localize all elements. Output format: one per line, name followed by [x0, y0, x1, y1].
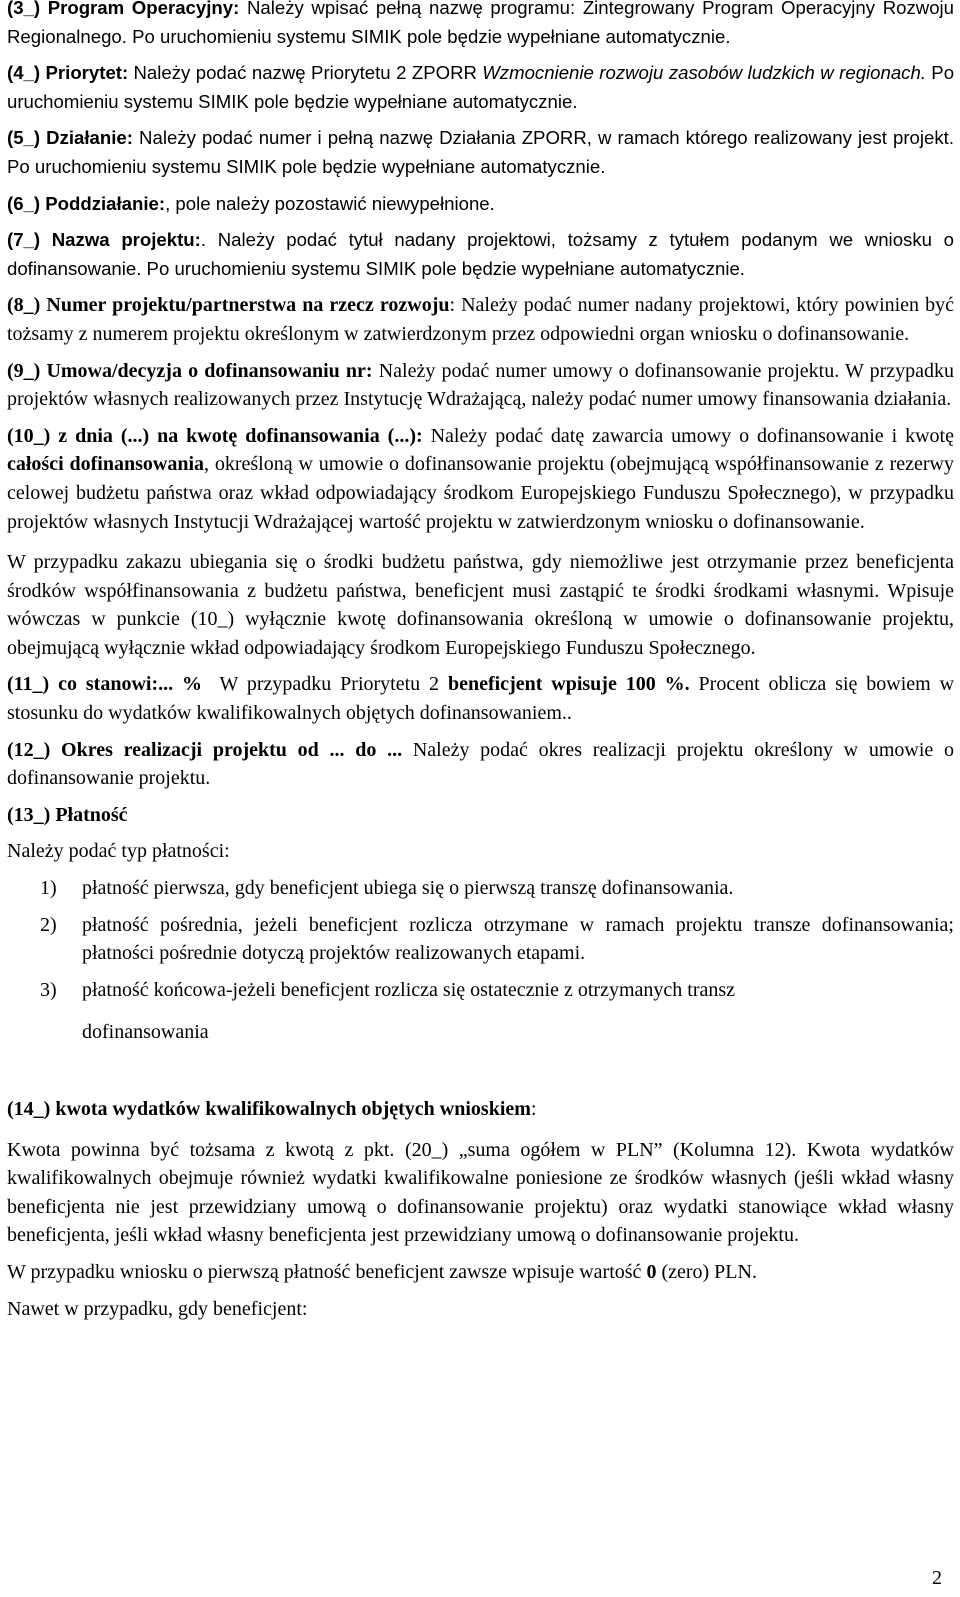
section-11-text1: W przypadku Priorytetu 2	[219, 673, 440, 696]
section-6-text: , pole należy pozostawić niewypełnione.	[165, 192, 495, 214]
list-item	[7, 874, 954, 903]
section-7-label: (7_) Nazwa projektu:	[7, 229, 201, 251]
section-10-label: (10_) z dnia (...) na kwotę dofinansowania (...):	[7, 424, 423, 447]
section-13-heading	[7, 801, 954, 830]
section-8-label: (8_) Numer projektu/partnerstwa na rzecz rozwoju	[7, 294, 450, 317]
section-12	[7, 736, 954, 793]
list-item-text: płatność pierwsza, gdy beneficjent ubiega się o pierwszą transzę dofinansowania.	[82, 877, 734, 900]
section-14-para2-text: W przypadku wniosku o pierwszą płatność beneficjent zawsze wpisuje wartość	[7, 1260, 642, 1283]
section-4-priority-name: Wzmocnienie rozwoju zasobów ludzkich w regionach.	[482, 62, 926, 84]
section-14-para1: Kwota powinna być tożsama z kwotą z pkt. (20_) „suma ogółem w PLN” (Kolumna 12). Kwota wydatków kwalifikowalnych obejmuje również wydatki kwalifikowalne poniesione ze środków własnych (jeśli wkład własny beneficjenta nie jest przewidziany umową o dofinansowanie projektu) oraz wydatki stanowiące wkład własny beneficjenta, jeśli wkład własny beneficjenta jest przewidziany umową o dofinansowanie projektu.	[7, 1138, 954, 1247]
section-13-label: (13_) Płatność	[7, 803, 128, 826]
section-9-label: (9_) Umowa/decyzja o dofinansowaniu nr:	[7, 359, 373, 382]
list-item-number: 3)	[40, 978, 57, 1001]
section-5-label: (5_) Działanie:	[7, 127, 133, 149]
section-7	[7, 226, 954, 283]
list-item-continuation: dofinansowania	[82, 1021, 209, 1044]
section-14-label: (14_) kwota wydatków kwalifikowalnych objętych wnioskiem	[7, 1098, 531, 1120]
section-9	[7, 357, 954, 414]
section-13-intro: Należy podać typ płatności:	[7, 840, 230, 863]
section-10-text1: Należy podać datę zawarcia umowy o dofinansowanie i kwotę	[430, 424, 954, 447]
list-item-text: płatność pośrednia, jeżeli beneficjent rozlicza otrzymane w ramach projektu transze dofinansowania; płatności pośrednie dotyczą projektów realizowanych etapami.	[82, 913, 954, 965]
section-14-para2-end: (zero) PLN.	[661, 1260, 757, 1283]
section-10-text2: , określoną w umowie o dofinansowanie projektu (obejmującą współfinansowanie z rezerwy celowej budżetu państwa oraz wkład odpowiadający środkom Europejskiego Funduszu Społecznego), w przypadku projektów własnych Instytucji Wdrażającej wartość projektu w zatwierdzonym wniosku o dofinansowanie.	[7, 453, 954, 533]
section-3-text: Należy wpisać pełną nazwę programu: Zintegrowany Program Operacyjny Rozwoju Regionalnego. Po uruchomieniu systemu SIMIK pole będzie wypełniane automatycznie.	[7, 0, 955, 47]
section-9-text: Należy podać numer umowy o dofinansowanie projektu. W przypadku projektów własnych realizowanych przez Instytucję Wdrażającą, należy podać numer umowy finansowania działania.	[7, 359, 954, 411]
section-14-para3: Nawet w przypadku, gdy beneficjent:	[7, 1297, 308, 1320]
section-7-text: . Należy podać tytuł nadany projektowi, tożsamy z tytułem podanym we wniosku o dofinansowanie. Po uruchomieniu systemu SIMIK pole będzie wypełniane automatycznie.	[7, 229, 954, 279]
section-6	[7, 190, 954, 219]
section-5-text: Należy podać numer i pełną nazwę Działania ZPORR, w ramach którego realizowany jest projekt. Po uruchomieniu systemu SIMIK pole będzie wypełniane automatycznie.	[7, 127, 954, 177]
list-item-text: płatność końcowa-jeżeli beneficjent rozlicza się ostatecznie z otrzymanych transz	[82, 978, 736, 1001]
section-8-text: : Należy podać numer nadany projektowi, który powinien być tożsamy z numerem projektu określonym w zatwierdzonym przez odpowiedni organ wniosku o dofinansowanie.	[7, 294, 954, 345]
section-3	[7, 0, 954, 51]
section-11-bold: beneficjent wpisuje 100 %.	[447, 673, 690, 696]
section-6-label: (6_) Poddziałanie:	[7, 192, 166, 214]
list-item-number: 2)	[40, 913, 57, 936]
section-3-label: (3_) Program Operacyjny:	[7, 0, 240, 18]
section-10-bold: całości dofinansowania	[7, 453, 204, 476]
page-number: 2	[932, 1567, 942, 1590]
section-10	[7, 422, 954, 536]
section-14-zero-value: 0	[646, 1260, 657, 1283]
section-12-label: (12_) Okres realizacji projektu od ... do ...	[7, 738, 403, 761]
list-item	[7, 976, 954, 1047]
section-10-para2: W przypadku zakazu ubiegania się o środki budżetu państwa, gdy niemożliwe jest otrzymanie przez beneficjenta środków współfinansowania z budżetu państwa, beneficjent musi zastąpić te środki środkami własnymi. Wpisuje wówczas w punkcie (10_) wyłącznie kwotę dofinansowania określoną w umowie o dofinansowanie projektu, obejmującą wyłącznie wkład odpowiadający środkom Europejskiego Funduszu Społecznego.	[7, 551, 954, 659]
section-11	[7, 670, 954, 727]
section-8	[7, 291, 954, 348]
document-page	[7, 0, 954, 1323]
section-12-text: Należy podać okres realizacji projektu określony w umowie o dofinansowanie projektu.	[7, 738, 955, 790]
section-4-text: Należy podać nazwę Priorytetu 2 ZPORR	[133, 62, 477, 84]
section-14-heading	[7, 1095, 954, 1124]
section-4-label: (4_) Priorytet:	[7, 62, 129, 84]
list-item	[7, 911, 954, 968]
section-14-colon: :	[530, 1098, 537, 1120]
section-14-para2	[7, 1258, 954, 1287]
section-5	[7, 124, 954, 181]
section-11-text2: Procent oblicza się bowiem w stosunku do wydatków kwalifikowalnych objętych dofinansowaniem..	[7, 673, 955, 725]
section-11-label: (11_) co stanowi:... %	[7, 673, 203, 696]
list-item-number: 1)	[40, 877, 57, 900]
section-4-text2: Po uruchomieniu systemu SIMIK pole będzie wypełniane automatycznie.	[7, 62, 955, 112]
payment-type-list	[7, 874, 954, 1047]
section-4	[7, 59, 954, 116]
